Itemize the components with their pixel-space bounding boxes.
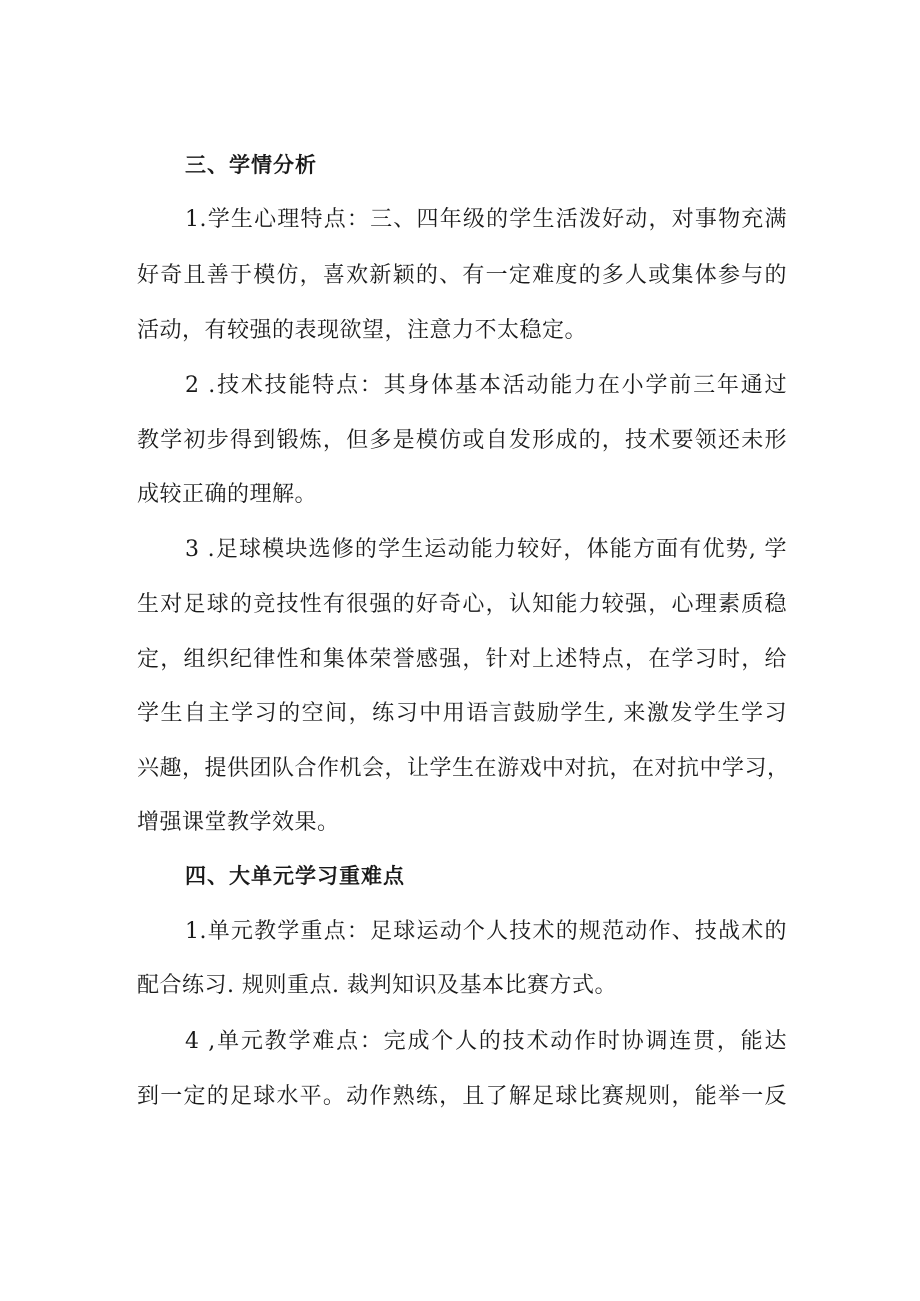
paragraph-line: 生对足球的竞技性有很强的好奇心，认知能力较强，心理素质稳 bbox=[137, 592, 787, 617]
paragraph-line: 1.单元教学重点：足球运动个人技术的规范动作、技战术的 bbox=[185, 919, 787, 944]
paragraph-line: 1.学生心理特点：三、四年级的学生活泼好动，对事物充满 bbox=[185, 207, 787, 232]
paragraph-line: 兴趣，提供团队合作机会，让学生在游戏中对抗，在对抗中学习， bbox=[137, 756, 790, 781]
paragraph-line: 学生自主学习的空间，练习中用语言鼓励学生, 来激发学生学习 bbox=[137, 701, 787, 726]
paragraph-line: 到一定的足球水平。动作熟练，且了解足球比赛规则，能举一反 bbox=[137, 1084, 787, 1109]
paragraph-line: 3 .足球模块选修的学生运动能力较好，体能方面有优势, 学 bbox=[185, 537, 787, 562]
paragraph-line: 配合练习. 规则重点. 裁判知识及基本比赛方式。 bbox=[137, 973, 617, 998]
paragraph-line: 教学初步得到锻炼，但多是模仿或自发形成的，技术要领还未形 bbox=[137, 428, 787, 453]
paragraph-line: 好奇且善于模仿，喜欢新颖的、有一定难度的多人或集体参与的 bbox=[137, 263, 787, 288]
section-heading-learner-analysis: 三、学情分析 bbox=[185, 153, 317, 177]
paragraph-line: 定，组织纪律性和集体荣誉感强，针对上述特点，在学习时，给 bbox=[137, 647, 787, 672]
paragraph-line: 活动，有较强的表现欲望，注意力不太稳定。 bbox=[137, 318, 588, 343]
paragraph-line: 2 .技术技能特点：其身体基本活动能力在小学前三年通过 bbox=[185, 373, 787, 398]
section-heading-key-difficult-points: 四、大单元学习重难点 bbox=[185, 864, 405, 888]
paragraph-line: 4 ,单元教学难点：完成个人的技术动作时协调连贯，能达 bbox=[185, 1029, 787, 1054]
paragraph-line: 增强课堂教学效果。 bbox=[137, 810, 340, 835]
paragraph-line: 成较正确的理解。 bbox=[137, 482, 318, 507]
